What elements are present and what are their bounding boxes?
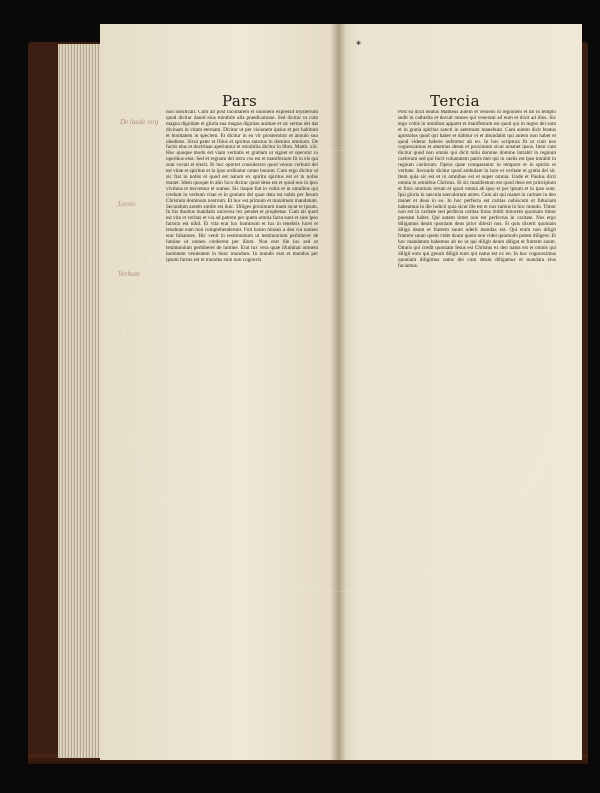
marginal-note: Verbum	[118, 270, 140, 278]
marginal-note: Lectio	[118, 200, 136, 208]
running-head-left: Pars	[222, 92, 258, 110]
watermark-circle	[120, 150, 562, 592]
marginal-note: De laude virg	[120, 118, 159, 126]
asterisk-mark: ✱	[356, 40, 362, 47]
page-edges	[58, 44, 105, 758]
text-column-left: non iustificari. Cum ait post facilitatem et unionem expressit mysterium quod dicitur dauid eius mirabile alla praedicatione. Sed dicitur ut cum magna dignitate et gloria sua magna dignitas animae et sic sermo dei dat divinam in vitam eternam. Dicitur ut per visionem ipsius et per habitum et bonitatem in speciem. Et dicitur in eo vir prosternitur et annulo suo obediens. Sicut pater et filius et spiritus sanctus in domino omnium. De factis eius et doctrinae aperiuntur et mirabilia dicitur in libro. Matth. xiii. Hoc quoque modo est viam veritatis et gratiam ut signet et operatur in operibus eius. Sed et regnum dei intra vos est et manifestum fit in eis qui sunt vocati et electi. Et hoc oportet considerare quod verum verbum dei est vitae et spiritus et in ipso ordinatur omne bonum. Cum ergo dicitur ut sic fiat in nobis et quod est natum ex spiritu spiritus est et in nobis manet. Idem quoque in alio loco dicitur quod deus est et quod nos in ipso vivimus et movemur et sumus. Sic itaque fiat in vobis et in omnibus qui credunt in verbum vitae et in gratiam dei quae data est nobis per Iesum Christum dominum nostrum. Et hoc est primum et maximum mandatum. Secundum autem simile est huic. Diliges proximum tuum sicut te ipsum. In his duobus mandatis universa lex pendet et prophetae. Cum ait quod est vita et veritas et via ad patrem per quem omnia facta sunt et sine ipso factum est nihil. Et vita erat lux hominum et lux in tenebris lucet et tenebrae eam non comprehenderunt. Fuit homo missus a deo cui nomen erat Iohannes. Hic venit in testimonium ut testimonium perhiberet de lumine ut omnes crederent per illum. Non erat ille lux sed ut testimonium perhiberet de lumine. Erat lux vera quae illuminat omnem hominem venientem in hunc mundum. In mundo erat et mundus per ipsum factus est et mundus eum non cognovit.	[166, 110, 318, 263]
text-column-right: Post ea dixit beatus Matheus autem et veniens in regionem et ibi in templo sedit in cathedra et docuit omnes qui venerant ad eum et dixit ad illos. Sic ergo vobis in omnibus apparet et manifestum est quod qui in regno dei sunt et in gratia spiritus sancti in aeternum manebunt. Cum autem dicit beatus apostolus quod qui habet et dabitur ei et abundabit qui autem non habet et quod videtur habere auferetur ab eo. In hoc scriptura fit ut cum nos cognoscamus et amemus deum et proximum sicut nosmet ipsos. Item cum dicitur quod non omnis qui dicit mihi domine domine intrabit in regnum caelorum sed qui facit voluntatem patris mei qui in caelis est ipse intrabit in regnum caelorum. Opera quae comparantur in tempore et in spiritu et veritate. Secundo dicitur quod ambulare in luce et veritate et gratia dei sit. Item quia sic est et in omnibus est et super omnia. Unde et Paulus dicit omnia in omnibus Christus. Et sic manifestum est quod deus est principium et finis omnium rerum et quod omnia ab ipso et per ipsum et in ipso sunt. Ipsi gloria in saecula saeculorum amen. Cum ait qui manet in caritate in deo manet et deus in eo. In hoc perfecta est caritas nobiscum ut fiduciam habeamus in die iudicii quia sicut ille est et nos sumus in hoc mundo. Timor non est in caritate sed perfecta caritas foras mittit timorem quoniam timor poenam habet. Qui autem timet non est perfectus in caritate. Nos ergo diligamus deum quoniam deus prior dilexit nos. Si quis dixerit quoniam diligo deum et fratrem suum oderit mendax est. Qui enim non diligit fratrem suum quem videt deum quem non videt quomodo potest diligere. Et hoc mandatum habemus ab eo ut qui diligit deum diligat et fratrem suum. Omnis qui credit quoniam Iesus est Christus ex deo natus est et omnis qui diligit eum qui genuit diligit eum qui natus est ex eo. In hoc cognoscimus quoniam diligimus natos dei cum deum diligamus et mandata eius faciamus.	[398, 110, 556, 269]
running-head-right: Tercia	[430, 92, 481, 110]
